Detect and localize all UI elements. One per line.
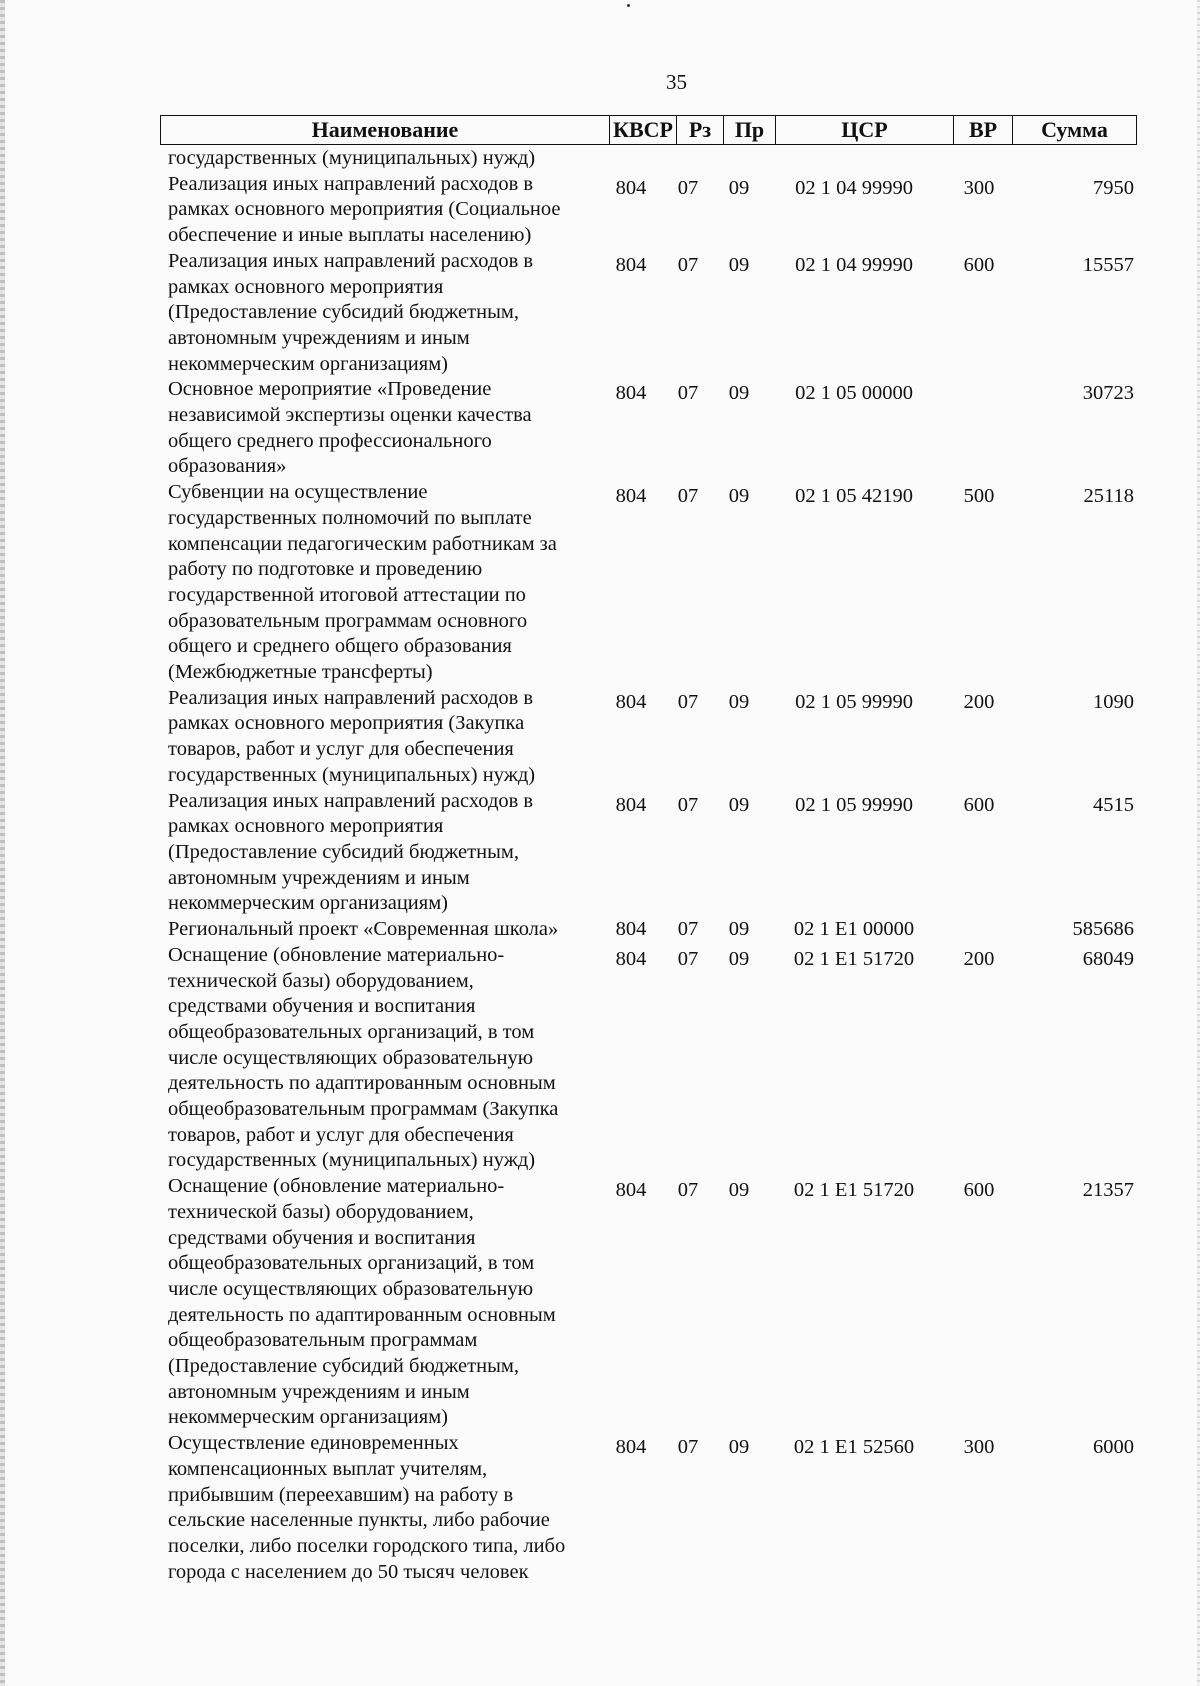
row-rz: 07 [677, 382, 699, 405]
row-csr: 02 1 E1 51720 [793, 1179, 915, 1202]
header-pr: Пр [723, 116, 775, 144]
row-kvsr: 804 [615, 1436, 647, 1459]
row-pr: 09 [728, 382, 750, 405]
row-sum: 68049 [1082, 947, 1134, 970]
row-name: Основное мероприятие «Проведение независимой экспертизы оценки качества общего среднего профессионального образования» [168, 378, 532, 478]
row-rz: 07 [677, 176, 699, 199]
row-csr: 02 1 05 00000 [795, 382, 913, 405]
table-row [168, 686, 1138, 789]
row-pr: 09 [728, 485, 750, 508]
row-pr: 09 [728, 176, 750, 199]
row-csr: 02 1 E1 00000 [793, 918, 915, 941]
row-vr: 600 [963, 793, 995, 816]
header-sum: Сумма [1012, 116, 1136, 144]
row-pr: 09 [728, 690, 750, 713]
table-row [168, 1431, 1138, 1585]
header-rz: Рз [676, 116, 723, 144]
header-name: Наименование [311, 117, 459, 142]
row-name: Реализация иных направлений расходов в рамках основного мероприятия (Предоставление субсидий бюджетным, автономным учреждениям и иным некоммерческим организациям) [168, 789, 534, 915]
row-vr: 600 [963, 1179, 995, 1202]
row-rz: 07 [677, 1436, 699, 1459]
row-sum: 4515 [1093, 793, 1134, 816]
table-row [168, 480, 1138, 686]
row-sum: 1090 [1093, 690, 1134, 713]
row-name: Реализация иных направлений расходов в рамках основного мероприятия (Закупка товаров, работ и услуг для обеспечения государственных (муниципальных) нужд) [168, 686, 536, 786]
row-sum: 21357 [1082, 1179, 1134, 1202]
row-kvsr: 804 [615, 253, 647, 276]
row-rz: 07 [677, 947, 699, 970]
table-row [168, 249, 1138, 378]
row-csr: 02 1 05 99990 [795, 690, 913, 713]
row-vr: 300 [963, 1436, 995, 1459]
row-name: Осуществление единовременных компенсационных выплат учителям, прибывшим (переехавшим) на работу в сельские населенные пункты, либо рабочие поселки, либо поселки городского типа, либо города с населением до 50 тысяч человек [168, 1432, 566, 1583]
row-csr: 02 1 04 99990 [795, 253, 913, 276]
row-kvsr: 804 [615, 793, 647, 816]
row-vr: 200 [963, 947, 995, 970]
row-kvsr: 804 [615, 382, 647, 405]
table-row [168, 377, 1138, 480]
table-header [160, 115, 1137, 145]
table-row [168, 789, 1138, 918]
header-kvsr: КВСР [609, 116, 676, 144]
table-row [168, 146, 1138, 172]
row-kvsr: 804 [615, 947, 647, 970]
row-rz: 07 [677, 253, 699, 276]
header-vr: ВР [953, 116, 1012, 144]
row-csr: 02 1 E1 51720 [793, 947, 915, 970]
row-name: Реализация иных направлений расходов в рамках основного мероприятия (Социальное обеспечение и иные выплаты населению) [168, 172, 561, 247]
row-name: Субвенции на осуществление государственных полномочий по выплате компенсации педагогическим работникам за работу по подготовке и проведению государственной итоговой аттестации по образовательным программам основного общего и среднего общего образования (Межбюджетные трансферты) [168, 481, 557, 684]
row-vr: 500 [963, 485, 995, 508]
table-row [168, 1174, 1138, 1431]
row-vr: 300 [963, 176, 995, 199]
row-pr: 09 [728, 947, 750, 970]
row-kvsr: 804 [615, 918, 647, 941]
row-name: государственных (муниципальных) нужд) [168, 147, 536, 169]
table-body [168, 146, 1138, 1585]
row-kvsr: 804 [615, 1179, 647, 1202]
row-csr: 02 1 04 99990 [795, 176, 913, 199]
row-kvsr: 804 [615, 690, 647, 713]
row-csr: 02 1 E1 52560 [793, 1436, 915, 1459]
row-pr: 09 [728, 918, 750, 941]
table-row [168, 172, 1138, 249]
table-row [168, 943, 1138, 1174]
row-name: Региональный проект «Современная школа» [168, 918, 559, 941]
scan-speck [627, 4, 630, 7]
row-vr: 600 [963, 253, 995, 276]
page-number: 35 [666, 70, 687, 94]
row-kvsr: 804 [615, 485, 647, 508]
row-kvsr: 804 [615, 176, 647, 199]
scan-edge-left [0, 0, 5, 1686]
row-name: Оснащение (обновление материально- технической базы) оборудованием, средствами обучения и воспитания общеобразовательных организаций, в том числе осуществляющих образовательную деятельность по адаптированным основным общеобразовательным программам (Закупка товаров, работ и услуг для обеспечения государственных (муниципальных) нужд) [168, 943, 559, 1172]
row-sum: 7950 [1093, 176, 1134, 199]
row-rz: 07 [677, 1179, 699, 1202]
row-pr: 09 [728, 253, 750, 276]
row-sum: 25118 [1083, 485, 1134, 508]
row-rz: 07 [677, 485, 699, 508]
row-sum: 15557 [1082, 253, 1134, 276]
row-pr: 09 [728, 1436, 750, 1459]
row-sum: 585686 [1072, 918, 1134, 941]
row-vr: 200 [963, 690, 995, 713]
row-rz: 07 [677, 690, 699, 713]
header-csr: ЦСР [775, 116, 953, 144]
row-name: Оснащение (обновление материально- технической базы) оборудованием, средствами обучения и воспитания общеобразовательных организаций, в том числе осуществляющих образовательную деятельность по адаптированным основным общеобразовательным программам (Предоставление субсидий бюджетным, автономным учреждениям и иным некоммерческим организациям) [168, 1175, 556, 1429]
table-row [168, 917, 1138, 943]
row-sum: 30723 [1082, 382, 1134, 405]
row-rz: 07 [677, 918, 699, 941]
row-csr: 02 1 05 99990 [795, 793, 913, 816]
row-rz: 07 [677, 793, 699, 816]
row-pr: 09 [728, 793, 750, 816]
row-csr: 02 1 05 42190 [795, 485, 913, 508]
row-name: Реализация иных направлений расходов в рамках основного мероприятия (Предоставление субсидий бюджетным, автономным учреждениям и иным некоммерческим организациям) [168, 249, 534, 375]
row-pr: 09 [728, 1179, 750, 1202]
row-sum: 6000 [1093, 1436, 1134, 1459]
